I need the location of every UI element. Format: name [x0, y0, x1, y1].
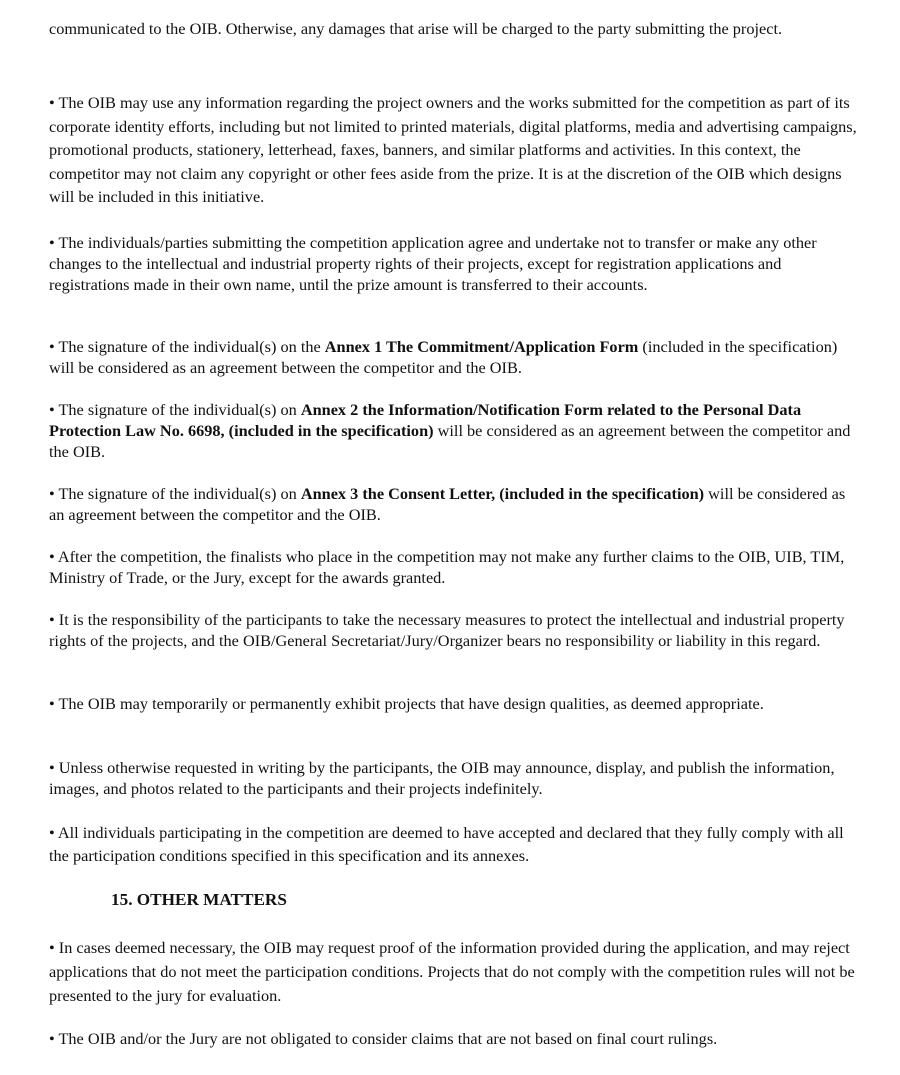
paragraph-corporate-identity: • The OIB may use any information regarding the project owners and the works submitted for the competition as part of its corporate identity efforts, including but not limited to printed materials, digital platforms, media and advertising campaigns, promotional products, stationery, letterhead, faxes, banners, and similar platforms and activities. In this context, the competitor may not claim any copyright or other fees aside from the prize. It is at the discretion of the OIB which designs will be included in this initiative. — [49, 93, 857, 206]
annex-1-post: (included in the specification) will be considered as an agreement between the competitor and the OIB. — [49, 337, 838, 377]
paragraph-annex-2 — [49, 400, 859, 462]
annex-2-title: Annex 2 the Information/Notification Form related to the Personal Data Protection Law No. 6698, (included in the specification) — [49, 400, 802, 440]
paragraph-annex-1 — [49, 337, 859, 379]
paragraph-publish-information: • Unless otherwise requested in writing by the participants, the OIB may announce, display, and publish the information, images, and photos related to the participants and their projects indefinitely. — [49, 758, 835, 798]
annex-2-pre: • The signature of the individual(s) on — [49, 400, 301, 419]
paragraph-continuation: communicated to the OIB. Otherwise, any damages that arise will be charged to the party submitting the project. — [49, 19, 783, 38]
annex-2-post: will be considered as an agreement between the competitor and the OIB. — [49, 420, 851, 461]
paragraph-participant-responsibility: • It is the responsibility of the participants to take the necessary measures to protect the intellectual and industrial property rights of the projects, and the OIB/General Secretariat/Jury/Organizer bears no responsibility or liability in this regard. — [49, 610, 845, 650]
paragraph-accept-conditions: • All individuals participating in the competition are deemed to have accepted and declared that they fully comply with all the participation conditions specified in this specification and its annexes. — [49, 823, 844, 865]
section-heading-other-matters: 15. OTHER MATTERS — [111, 890, 287, 909]
annex-3-post: will be considered as an agreement between the competitor and the OIB. — [49, 484, 846, 524]
paragraph-finalist-claims: • After the competition, the finalists who place in the competition may not make any further claims to the OIB, UIB, TIM, Ministry of Trade, or the Jury, except for the awards granted. — [49, 547, 845, 587]
annex-3-pre: • The signature of the individual(s) on — [49, 484, 301, 503]
paragraph-court-rulings: • The OIB and/or the Jury are not obligated to consider claims that are not based on final court rulings. — [49, 1029, 718, 1048]
annex-3-title: Annex 3 the Consent Letter, (included in the specification) — [300, 484, 705, 503]
paragraph-annex-3 — [49, 484, 859, 526]
annex-1-pre: • The signature of the individual(s) on the — [49, 337, 325, 356]
paragraph-proof-of-information: • In cases deemed necessary, the OIB may request proof of the information provided during the application, and may reject applications that do not meet the participation conditions. Projects that do not comply with the competition rules will not be presented to the jury for evaluation. — [49, 938, 855, 1005]
paragraph-exhibit-projects: • The OIB may temporarily or permanently exhibit projects that have design qualities, as deemed appropriate. — [49, 694, 764, 713]
annex-1-title: Annex 1 The Commitment/Application Form — [324, 337, 639, 356]
paragraph-property-rights-transfer: • The individuals/parties submitting the competition application agree and undertake not to transfer or make any other changes to the intellectual and industrial property rights of their projects, except for registration applications and registrations made in their own name, until the prize amount is transferred to their accounts. — [49, 233, 817, 294]
